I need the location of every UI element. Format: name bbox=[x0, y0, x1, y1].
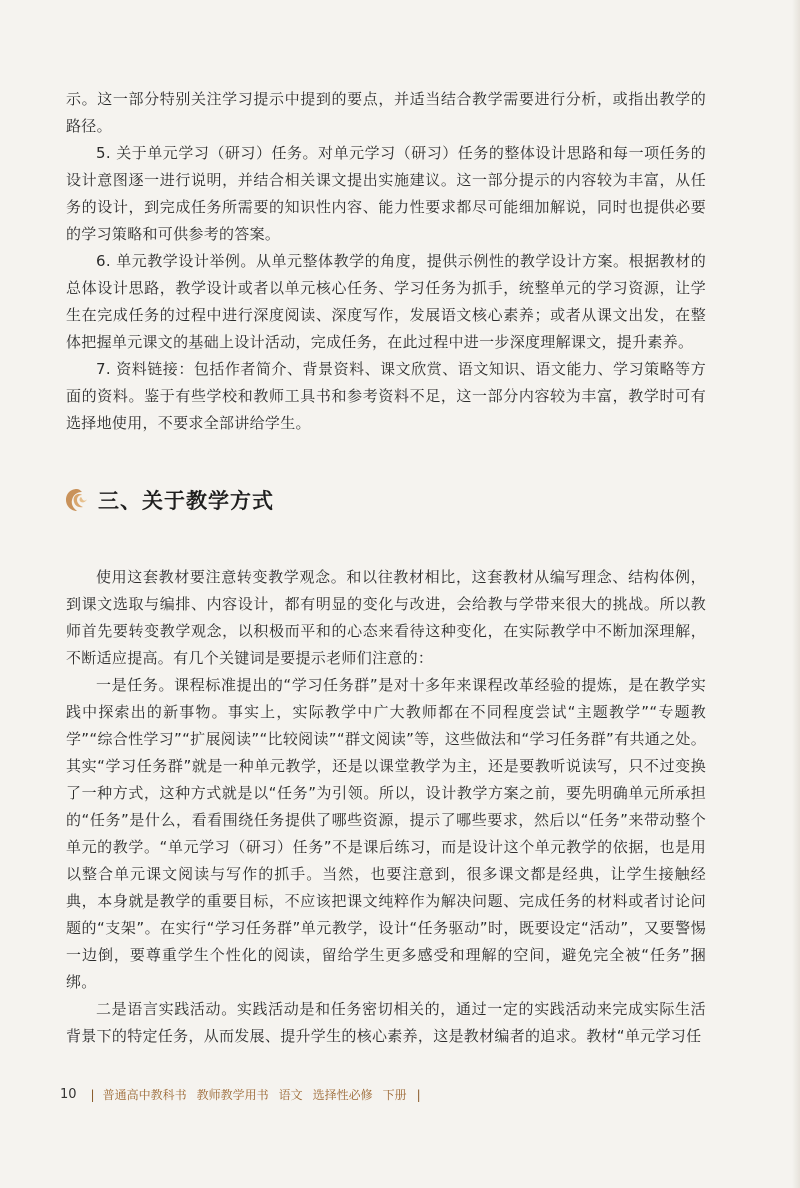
paragraph-item-7: 7. 资料链接：包括作者简介、背景资料、课文欣赏、语文知识、语文能力、学习策略等方面的资料。鉴于有些学校和教师工具书和参考资料不足，这一部分内容较为丰富，教学时可有选择地使用，不要求全部讲给学生。 bbox=[66, 360, 706, 432]
page-number: 10 bbox=[60, 1087, 77, 1102]
footer-item: 下册 bbox=[382, 1088, 407, 1102]
footer-item: 选择性必修 bbox=[312, 1088, 373, 1102]
footer-divider: | bbox=[90, 1087, 95, 1102]
paragraph-item-5: 5. 关于单元学习（研习）任务。对单元学习（研习）任务的整体设计思路和每一项任务的设计意图逐一进行说明，并结合相关课文提出实施建议。这一部分提示的内容较为丰富，从任务的设计，到完成任务所需要的知识性内容、能力性要求都尽可能细加解说，同时也提供必要的学习策略和可供参考的答案。 bbox=[66, 144, 706, 243]
footer-item: 教师教学用书 bbox=[196, 1088, 269, 1102]
page-edge-shadow bbox=[792, 0, 800, 1188]
footer-divider: | bbox=[416, 1087, 421, 1102]
footer-item: 普通高中教科书 bbox=[102, 1088, 187, 1102]
swirl-icon bbox=[64, 487, 90, 513]
section-title: 三、关于教学方式 bbox=[98, 489, 274, 513]
section-heading bbox=[64, 482, 274, 518]
paragraph-task: 一是任务。课程标准提出的“学习任务群”是对十多年来课程改革经验的提炼，是在教学实践中探索出的新事物。事实上，实际教学中广大教师都在不同程度尝试“主题教学”“专题教学”“综合性学习”“扩展阅读”“比较阅读”“群文阅读”等，这些做法和“学习任务群”有共通之处。其实“学习任务群”就是一种单元教学，还是以课堂教学为主，还是要教听说读写，只不过变换了一种方式，这种方式就是以“任务”为引领。所以，设计教学方案之前，要先明确单元所承担的“任务”是什么，看看围绕任务提供了哪些资源，提示了哪些要求，然后以“任务”来带动整个单元的教学。“单元学习（研习）任务”不是课后练习，而是设计这个单元教学的依据，也是用以整合单元课文阅读与写作的抓手。当然，也要注意到，很多课文都是经典，让学生接触经典，本身就是教学的重要目标，不应该把课文纯粹作为解决问题、完成任务的材料或者讨论问题的“支架”。在实行“学习任务群”单元教学，设计“任务驱动”时，既要设定“活动”，又要警惕一边倒，要尊重学生个性化的阅读，留给学生更多感受和理解的空间，避免完全被“任务”捆绑。 bbox=[66, 676, 706, 991]
paragraph-intro: 使用这套教材要注意转变教学观念。和以往教材相比，这套教材从编写理念、结构体例，到课文选取与编排、内容设计，都有明显的变化与改进，会给教与学带来很大的挑战。所以教师首先要转变教学观念，以积极而平和的心态来看待这种变化，在实际教学中不断加深理解，不断适应提高。有几个关键词是要提示老师们注意的： bbox=[66, 568, 706, 667]
paragraph-continuation: 示。这一部分特别关注学习提示中提到的要点，并适当结合教学需要进行分析，或指出教学的路径。 bbox=[66, 90, 706, 135]
footer-item: 语文 bbox=[278, 1088, 303, 1102]
paragraph-practice: 二是语言实践活动。实践活动是和任务密切相关的，通过一定的实践活动来完成实际生活背景下的特定任务，从而发展、提升学生的核心素养，这是教材编者的追求。教材“单元学习任 bbox=[66, 1000, 706, 1045]
paragraph-item-6: 6. 单元教学设计举例。从单元整体教学的角度，提供示例性的教学设计方案。根据教材的总体设计思路，教学设计或者以单元核心任务、学习任务为抓手，统整单元的学习资源，让学生在完成任务的过程中进行深度阅读、深度写作，发展语文核心素养；或者从课文出发，在整体把握单元课文的基础上设计活动，完成任务，在此过程中进一步深度理解课文，提升素养。 bbox=[66, 252, 706, 351]
page-footer bbox=[60, 1086, 421, 1103]
